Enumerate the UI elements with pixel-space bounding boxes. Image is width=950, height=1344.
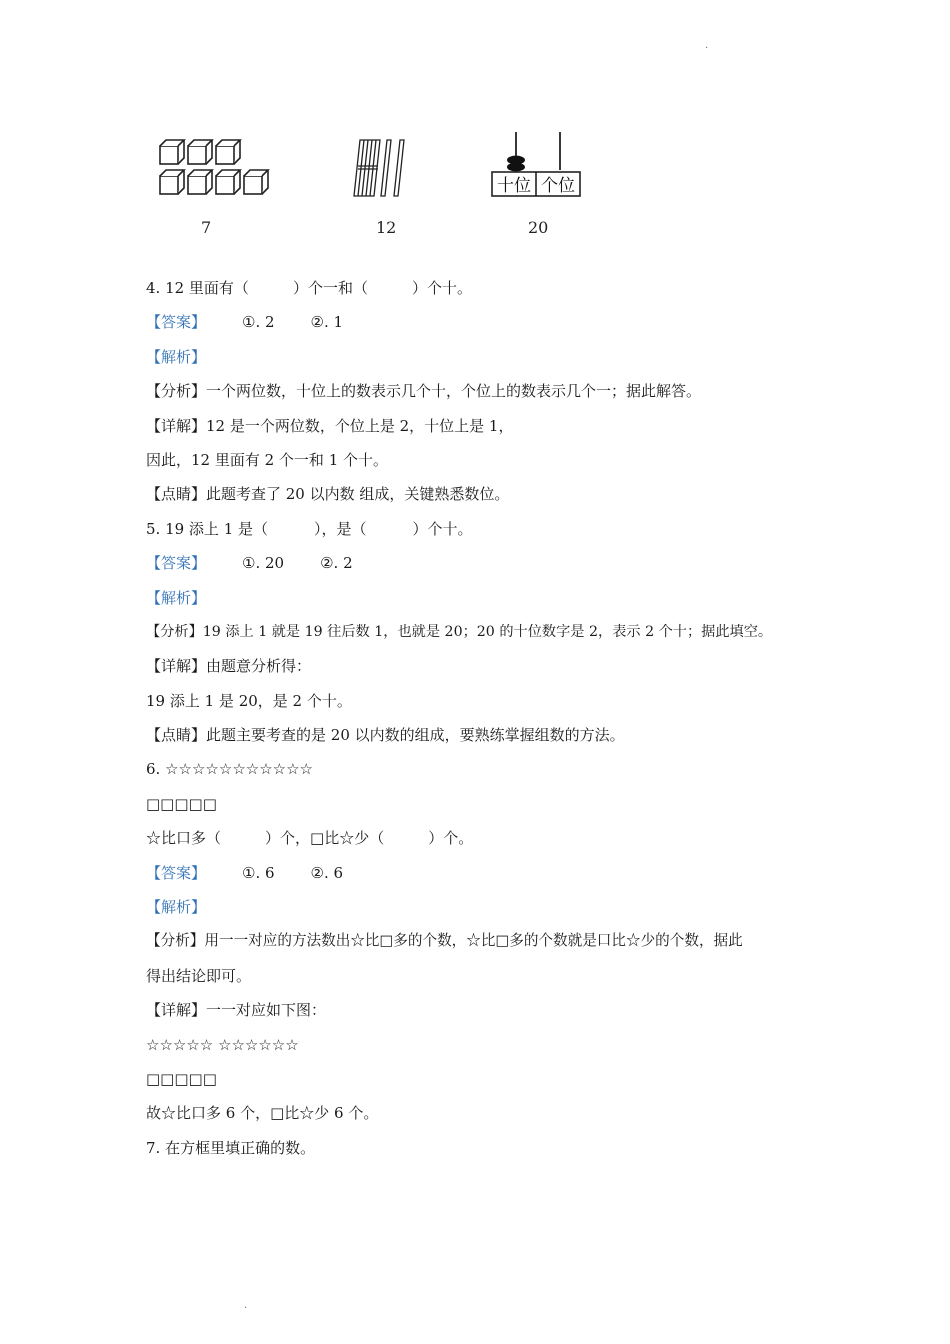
abacus-tens-label: 十位 — [497, 176, 531, 196]
answer-tag: 【答案】 — [146, 554, 207, 573]
q6-analysis-tag: 【解析】 — [146, 898, 207, 917]
q6-stars-detail: ☆☆☆☆☆ ☆☆☆☆☆☆ — [146, 1035, 299, 1054]
header-dot: . — [705, 40, 709, 51]
q5-analysis-tag: 【解析】 — [146, 588, 207, 607]
q5-comment: 【点睛】此题主要考查的是 20 以内数的组成，要熟练掌握组数的方法。 — [146, 726, 625, 745]
abacus-label: 20 — [528, 218, 549, 237]
cube — [188, 140, 212, 164]
q6-question: ☆比口多（ ）个，□比☆少（ ）个。 — [146, 829, 474, 848]
abacus-bead — [507, 163, 525, 172]
q6-detail: 【详解】一一对应如下图： — [146, 1001, 327, 1020]
q6-squares-detail: □□□□□ — [146, 1069, 217, 1088]
q4-analysis: 【分析】一个两位数，十位上的数表示几个十，个位上的数表示几个一；据此解答。 — [146, 382, 702, 401]
q5-conclusion: 19 添上 1 是 20，是 2 个十。 — [146, 691, 352, 710]
abacus-ones-label: 个位 — [541, 176, 575, 196]
q4-detail: 【详解】12 是一个两位数，个位上是 2，十位上是 1， — [146, 416, 514, 435]
q6-analysis-1: 【分析】用一一对应的方法数出☆比□多的个数，☆比□多的个数就是口比☆少的个数，据此 — [146, 932, 743, 950]
q5-question: 5. 19 添上 1 是（ ），是（ ）个十。 — [146, 519, 473, 538]
cube — [216, 170, 240, 194]
single-stick — [381, 140, 391, 196]
answer-tag: 【答案】 — [146, 313, 207, 332]
q6-answer: 【答案】 ①. 6 ②. 6 — [146, 863, 344, 882]
q6-squares: □□□□□ — [146, 794, 217, 813]
abacus-figure — [490, 128, 590, 204]
answer-tag: 【答案】 — [146, 863, 207, 882]
cube — [160, 170, 184, 194]
q6-analysis-2: 得出结论即可。 — [146, 966, 252, 985]
q5-analysis: 【分析】19 添上 1 就是 19 往后数 1，也就是 20；20 的十位数字是 2，表示 2 个十；据此填空。 — [146, 623, 773, 640]
q6-conclusion: 故☆比口多 6 个，□比☆少 6 个。 — [146, 1104, 379, 1123]
cubes-figure — [156, 130, 284, 202]
q4-answer: 【答案】 ①. 2 ②. 1 — [146, 313, 344, 332]
q5-answer: 【答案】 ①. 20 ②. 2 — [146, 554, 353, 573]
cube — [188, 170, 212, 194]
q4-question: 4. 12 里面有（ ）个一和（ ）个十。 — [146, 279, 472, 297]
q4-conclusion: 因此，12 里面有 2 个一和 1 个十。 — [146, 450, 389, 469]
sticks-label: 12 — [376, 218, 397, 237]
cube — [216, 140, 240, 164]
q4-analysis-tag: 【解析】 — [146, 347, 207, 366]
footer-dot: . — [244, 1300, 248, 1311]
stick-bundle — [354, 140, 380, 196]
cube — [244, 170, 268, 194]
cubes-label: 7 — [201, 218, 212, 237]
cube — [160, 140, 184, 164]
number-figures — [150, 126, 610, 246]
single-stick — [394, 140, 404, 196]
q7-question: 7. 在方框里填正确的数。 — [146, 1138, 316, 1157]
q6-stars: 6. ☆☆☆☆☆☆☆☆☆☆☆ — [146, 760, 313, 779]
q4-comment: 【点睛】此题考查了 20 以内数 组成，关键熟悉数位。 — [146, 485, 510, 504]
sticks-figure — [350, 136, 420, 202]
q5-detail: 【详解】由题意分析得： — [146, 657, 312, 676]
question-content — [146, 276, 826, 1170]
